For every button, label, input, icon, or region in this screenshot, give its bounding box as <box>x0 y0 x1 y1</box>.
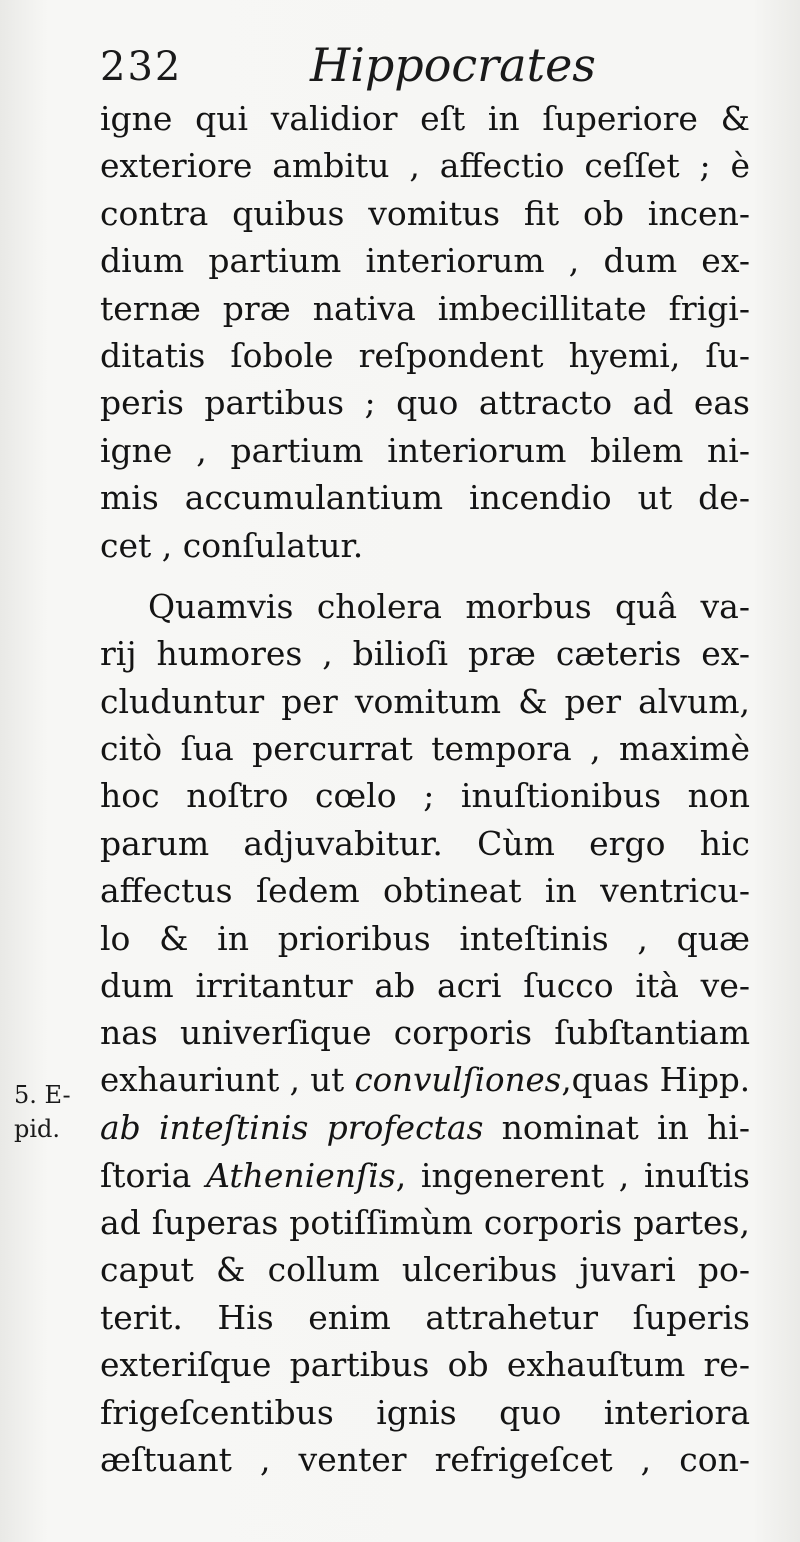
text-line <box>100 1104 750 1151</box>
text-line: terit. His enim attrahetur ſuperis <box>100 1297 750 1337</box>
text-line: igne , partium interiorum bilem ni- <box>100 430 750 470</box>
text-run: nominat in hi- <box>483 1108 750 1148</box>
text-line: dium partium interiorum , dum ex- <box>100 241 750 281</box>
page-header <box>100 38 660 98</box>
italic-term: Athenienſis <box>206 1155 396 1195</box>
text-line: ditatis ſobole reſpondent hyemi, ſu- <box>100 335 750 375</box>
text-line: igne qui validior eſt in ſuperiore & <box>100 99 750 138</box>
text-line: parum adjuvabitur. Cùm ergo hic <box>100 823 750 863</box>
text-run: exhauriunt , ut <box>100 1060 355 1099</box>
text-line: dum irritantur ab acri ſucco ità ve- <box>100 966 750 1006</box>
text-line: exteriore ambitu , affectio ceſſet ; è <box>100 146 750 186</box>
text-line: hoc noſtro cœlo ; inuſtionibus non <box>100 776 750 816</box>
italic-term: convulſiones <box>354 1060 562 1099</box>
italic-term: ab inteſtinis profectas <box>100 1108 484 1148</box>
text-line: mis accumulantium incendio ut de- <box>100 478 750 518</box>
text-run: , ingenerent , inuſtis <box>395 1155 750 1195</box>
text-line: Quamvis cholera morbus quâ va- <box>148 586 750 626</box>
text-line: contra quibus vomitus fit ob incen- <box>100 193 750 233</box>
text-line <box>100 1152 750 1199</box>
margin-note-line: 5. E- <box>14 1081 71 1109</box>
text-line <box>100 1057 750 1104</box>
text-line: ternæ præ nativa imbecillitate frigi- <box>100 288 750 328</box>
text-line: peris partibus ; quo attracto ad eas <box>100 383 750 423</box>
text-line: cluduntur per vomitum & per alvum, <box>100 681 750 721</box>
text-line: caput & collum ulceribus juvari po- <box>100 1250 750 1290</box>
page-number: 232 <box>100 44 183 90</box>
paragraph-gap <box>100 569 750 583</box>
body-text <box>100 95 750 1483</box>
text-line: lo & in prioribus inteſtinis , quæ <box>100 918 750 958</box>
text-line: rij humores , bilioſi præ cæteris ex- <box>100 634 750 674</box>
paragraph-1 <box>100 95 750 569</box>
text-line: frigeſcentibus ignis quo interiora <box>100 1392 750 1432</box>
running-head: Hippocrates <box>310 38 596 92</box>
margin-note-line: pid. <box>14 1115 61 1143</box>
text-line: nas univerſique corporis ſubſtantiam <box>100 1013 750 1053</box>
text-line: exteriſque partibus ob exhauſtum re- <box>100 1345 750 1385</box>
text-run: ,quas Hipp. <box>561 1060 751 1099</box>
text-line: affectus ſedem obtineat in ventricu- <box>100 871 750 911</box>
text-line: æſtuant , venter refrigeſcet , con- <box>100 1439 750 1479</box>
paragraph-2 <box>100 583 750 1483</box>
text-line: citò ſua percurrat tempora , maximè <box>100 729 750 769</box>
text-line: ad ſuperas potiſſimùm corporis partes, <box>100 1202 750 1242</box>
margin-note <box>14 1078 94 1146</box>
text-run: ſtoria <box>100 1155 207 1195</box>
text-line: cet , conſulatur. <box>100 525 364 565</box>
